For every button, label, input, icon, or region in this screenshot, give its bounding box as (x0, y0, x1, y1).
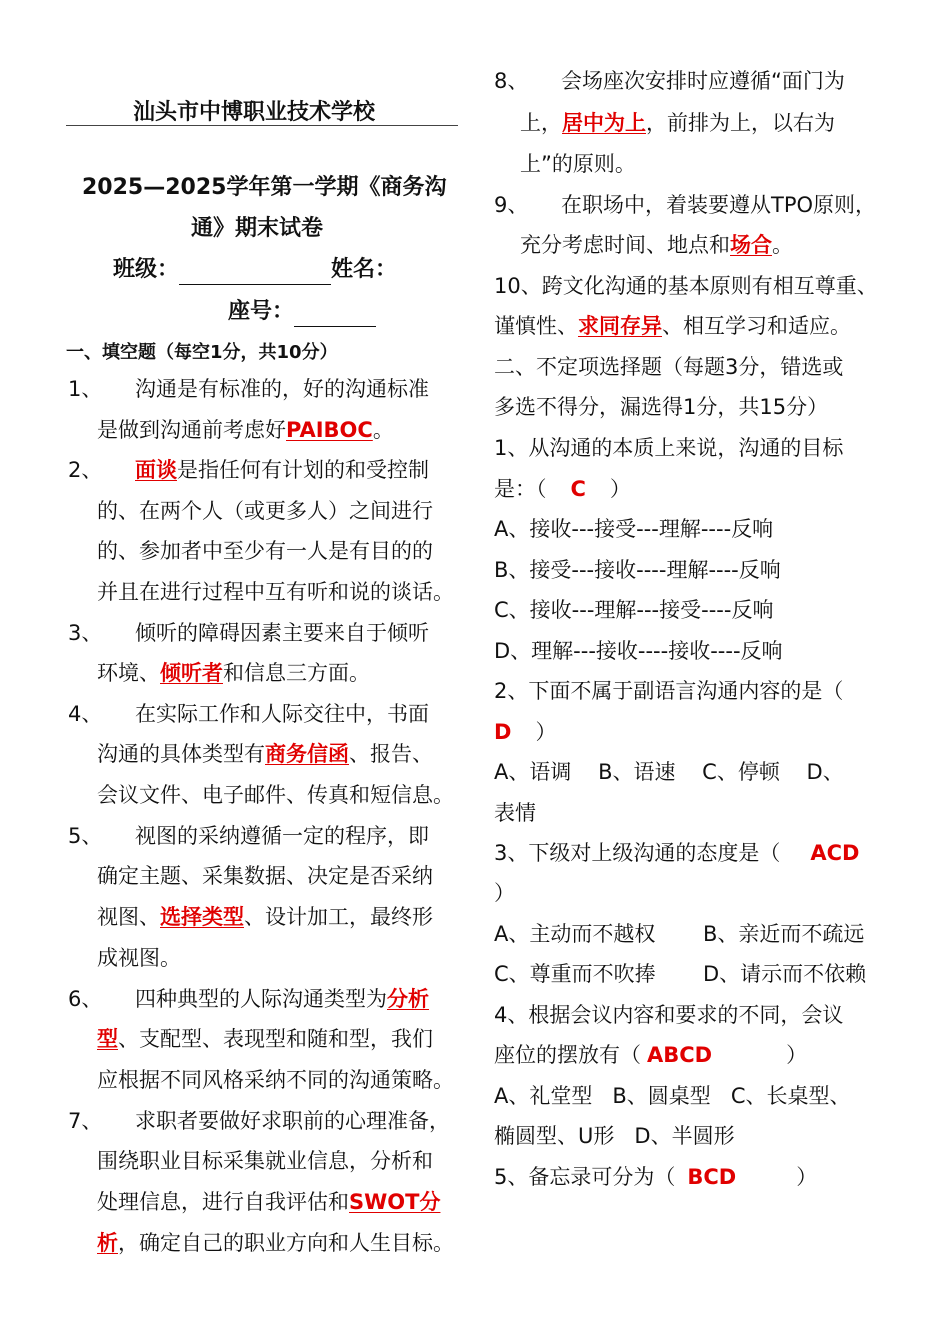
q9-line1: 在职场中，着装要遵从TPO原则， (561, 193, 877, 217)
q8-text: 上， (520, 111, 562, 135)
q5-line2: 确定主题、采集数据、决定是否采纳 (97, 864, 433, 888)
q1-line1: 沟通是有标准的，好的沟通标准 (135, 377, 429, 401)
section2-heading-line1: 二、不定项选择题（每题3分，错选或 (494, 355, 844, 379)
q4-text: 沟通的具体类型有 (97, 742, 265, 766)
s2-q4-end: ） (786, 1043, 808, 1067)
q1-number: 1、 (68, 377, 103, 401)
s2-q5-end: ） (796, 1165, 818, 1189)
q9-line2 (520, 230, 793, 260)
s2-q3-option-a: A、主动而不越权 (494, 922, 656, 946)
q6-text: 四种典型的人际沟通类型为 (135, 987, 387, 1011)
q10-text: 谨慎性、 (494, 314, 578, 338)
header-divider (66, 125, 458, 126)
q1-answer: PAIBOC (286, 418, 373, 442)
q4-end: 、报告、 (349, 742, 433, 766)
s2-q5-answer: BCD (687, 1165, 737, 1189)
q1-line2 (97, 415, 394, 445)
q10-line2 (494, 311, 851, 341)
q10-line1: 10、跨文化沟通的基本原则有相互尊重、 (494, 274, 878, 298)
section1-heading: 一、填空题（每空1分，共10分） (66, 342, 338, 363)
seat-label: 座号： (228, 299, 295, 324)
q8-text2: ，前排为上，以右为 (646, 111, 835, 135)
s2-q1-option-b: B、接受---接收----理解----反响 (494, 558, 781, 582)
q7-line4 (97, 1228, 454, 1258)
q7-number: 7、 (68, 1109, 103, 1133)
q7-answer-part1: SWOT分 (349, 1190, 441, 1214)
q5-line4: 成视图。 (97, 946, 181, 970)
q6-answer-part2: 型 (97, 1027, 118, 1051)
q8-line2 (520, 108, 835, 138)
q5-line3 (97, 902, 433, 932)
s2-q2-options-line2: 表情 (494, 801, 536, 825)
section2-heading-line2: 多选不得分，漏选得1分，共15分） (494, 395, 829, 419)
q2-line3: 的、参加者中至少有一人是有目的的 (97, 539, 433, 563)
s2-q2-end: ） (535, 720, 557, 744)
s2-q4-line2 (494, 1040, 807, 1070)
q5-line1: 视图的采纳遵循一定的程序，即 (135, 824, 429, 848)
class-row (113, 255, 397, 285)
q7-line2: 围绕职业目标采集就业信息，分析和 (97, 1149, 433, 1173)
q6-text2: 、支配型、表现型和随和型，我们 (118, 1027, 433, 1051)
q6-answer-part1: 分析 (387, 987, 429, 1011)
school-name: 汕头市中博职业技术学校 (133, 100, 376, 125)
q7-line3 (97, 1187, 440, 1217)
q9-end: 。 (772, 233, 793, 257)
s2-q2-line1: 2、下面不属于副语言沟通内容的是（ (494, 679, 844, 703)
s2-q5-text: 5、备忘录可分为（ (494, 1165, 676, 1189)
q6-number: 6、 (68, 987, 103, 1011)
s2-q4-line1: 4、根据会议内容和要求的不同，会议 (494, 1003, 844, 1027)
q4-line2 (97, 739, 433, 769)
q4-line1: 在实际工作和人际交往中，书面 (135, 702, 429, 726)
q3-text: 环境、 (97, 661, 160, 685)
s2-q4-options-line1: A、礼堂型 B、圆桌型 C、长桌型、 (494, 1084, 851, 1108)
s2-q1-option-a: A、接收---接受---理解----反响 (494, 517, 774, 541)
q4-number: 4、 (68, 702, 103, 726)
s2-q3-line1 (494, 838, 859, 868)
s2-q3-line2: ） (494, 881, 515, 905)
q3-end: 和信息三方面。 (223, 661, 370, 685)
s2-q1-text: 是：（ (494, 477, 547, 501)
s2-q4-text: 座位的摆放有（ (494, 1043, 641, 1067)
q2-answer: 面谈 (135, 458, 177, 482)
s2-q5-line1 (494, 1162, 817, 1192)
q3-line2 (97, 658, 370, 688)
q4-answer: 商务信函 (265, 742, 349, 766)
q2-text: 是指任何有计划的和受控制 (177, 458, 429, 482)
s2-q4-options-line2: 椭圆型、U形 D、半圆形 (494, 1124, 735, 1148)
q4-line3: 会议文件、电子邮件、传真和短信息。 (97, 783, 454, 807)
s2-q3-option-b: B、亲近而不疏远 (703, 922, 865, 946)
q1-end: 。 (372, 418, 394, 442)
q8-number: 8、 (494, 69, 529, 93)
q3-answer: 倾听者 (160, 661, 223, 685)
q8-line1: 会场座次安排时应遵循“面门为 (561, 69, 845, 93)
s2-q2-options-line1: A、语调 B、语速 C、停顿 D、 (494, 760, 844, 784)
q6-line1 (135, 984, 429, 1014)
q6-line3: 应根据不同风格采纳不同的沟通策略。 (97, 1068, 454, 1092)
s2-q2-answer: D (494, 720, 512, 744)
q2-line2: 的、在两个人（或更多人）之间进行 (97, 499, 433, 523)
q2-line1 (135, 455, 429, 485)
q5-end: 、设计加工，最终形 (244, 905, 433, 929)
q10-end: 、相互学习和适应。 (662, 314, 851, 338)
q9-number: 9、 (494, 193, 529, 217)
exam-title-line2: 通》期末试卷 (191, 216, 324, 241)
s2-q1-option-d: D、理解---接收----接收----反响 (494, 639, 783, 663)
q2-number: 2、 (68, 458, 103, 482)
class-input[interactable] (179, 262, 331, 285)
seat-row (228, 297, 376, 327)
q5-text: 视图、 (97, 905, 160, 929)
q5-answer: 选择类型 (160, 905, 244, 929)
s2-q3-option-d: D、请示而不依赖 (703, 962, 867, 986)
q9-text: 充分考虑时间、地点和 (520, 233, 730, 257)
s2-q1-end: ） (609, 477, 631, 501)
seat-input[interactable] (294, 304, 376, 327)
q9-answer: 场合 (730, 233, 772, 257)
s2-q3-text: 3、下级对上级沟通的态度是（ (494, 841, 781, 865)
q6-line2 (97, 1024, 433, 1054)
s2-q1-line1: 1、从沟通的本质上来说，沟通的目标 (494, 436, 844, 460)
q8-line3: 上”的原则。 (520, 152, 636, 176)
s2-q2-line2 (494, 717, 556, 747)
q3-line1: 倾听的障碍因素主要来自于倾听 (135, 621, 429, 645)
q1-text: 是做到沟通前考虑好 (97, 418, 286, 442)
q8-answer: 居中为上 (562, 111, 646, 135)
q7-text2: ，确定自己的职业方向和人生目标。 (118, 1231, 454, 1255)
name-label: 姓名： (331, 257, 398, 282)
q2-line4: 并且在进行过程中互有听和说的谈话。 (97, 580, 454, 604)
s2-q1-answer: C (570, 477, 586, 501)
q7-answer-part2: 析 (97, 1231, 118, 1255)
q3-number: 3、 (68, 621, 103, 645)
q7-text: 处理信息，进行自我评估和 (97, 1190, 349, 1214)
class-label: 班级： (113, 257, 180, 282)
s2-q4-answer: ABCD (647, 1043, 713, 1067)
exam-title-line1: 2025—2025学年第一学期《商务沟 (82, 175, 447, 200)
q10-answer: 求同存异 (578, 314, 662, 338)
s2-q1-line2 (494, 474, 631, 504)
s2-q3-option-c: C、尊重而不吹捧 (494, 962, 656, 986)
q7-line1: 求职者要做好求职前的心理准备， (135, 1109, 450, 1133)
s2-q3-answer: ACD (810, 841, 860, 865)
s2-q1-option-c: C、接收---理解---接受----反响 (494, 598, 774, 622)
q5-number: 5、 (68, 824, 103, 848)
